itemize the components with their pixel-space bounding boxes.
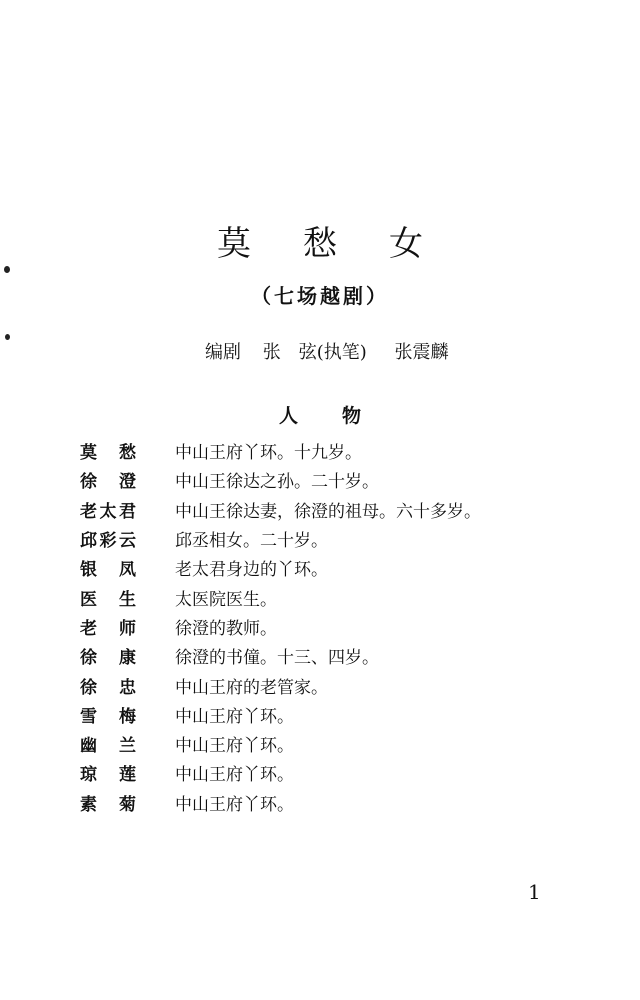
character-name: 雪 梅 bbox=[80, 706, 136, 727]
cast-row bbox=[80, 495, 580, 524]
page-number: 1 bbox=[528, 880, 541, 904]
play-subtitle: （七场越剧） bbox=[251, 284, 389, 308]
cast-row bbox=[80, 582, 580, 611]
character-description: 中山王徐达妻，徐澄的祖母。六十多岁。 bbox=[175, 501, 481, 522]
cast-row bbox=[80, 700, 580, 729]
character-name: 邱彩云 bbox=[80, 531, 136, 552]
character-description: 中山王府丫环。 bbox=[175, 794, 294, 815]
character-description: 邱丞相女。二十岁。 bbox=[175, 531, 328, 552]
cast-row bbox=[80, 729, 580, 758]
character-name: 莫 愁 bbox=[80, 443, 136, 464]
character-description: 中山王府丫环。 bbox=[175, 736, 294, 757]
character-name: 银 凤 bbox=[80, 560, 136, 581]
character-name: 医 生 bbox=[80, 589, 136, 610]
cast-row bbox=[80, 788, 580, 817]
character-name: 老 师 bbox=[80, 618, 136, 639]
cast-row bbox=[80, 465, 580, 494]
character-description: 中山王徐达之孙。二十岁。 bbox=[175, 472, 379, 493]
character-description: 徐澄的教师。 bbox=[175, 618, 277, 639]
character-description: 中山王府丫环。 bbox=[175, 765, 294, 786]
author-primary: 张 弦(执笔) bbox=[262, 342, 367, 363]
character-name: 素 菊 bbox=[80, 794, 136, 815]
cast-row bbox=[80, 670, 580, 699]
authors-line bbox=[205, 340, 449, 366]
character-description: 老太君身边的丫环。 bbox=[175, 560, 328, 581]
scan-speck bbox=[5, 334, 10, 340]
cast-list bbox=[80, 436, 580, 817]
character-name: 徐 康 bbox=[80, 648, 136, 669]
cast-row bbox=[80, 641, 580, 670]
character-description: 徐澄的书僮。十三、四岁。 bbox=[175, 648, 379, 669]
character-description: 中山王府丫环。十九岁。 bbox=[175, 443, 362, 464]
character-description: 太医院医生。 bbox=[175, 589, 277, 610]
cast-row bbox=[80, 524, 580, 553]
character-description: 中山王府的老管家。 bbox=[175, 677, 328, 698]
cast-row bbox=[80, 612, 580, 641]
cast-row bbox=[80, 436, 580, 465]
character-description: 中山王府丫环。 bbox=[175, 706, 294, 727]
authors-label: 编剧 bbox=[205, 342, 241, 363]
character-name: 徐 澄 bbox=[80, 472, 136, 493]
scan-speck bbox=[4, 266, 10, 273]
character-name: 徐 忠 bbox=[80, 677, 136, 698]
author-secondary: 张震麟 bbox=[394, 342, 449, 363]
cast-row bbox=[80, 553, 580, 582]
characters-heading: 人物 bbox=[278, 405, 405, 427]
character-name: 琼 莲 bbox=[80, 765, 136, 786]
character-name: 幽 兰 bbox=[80, 736, 136, 757]
character-name: 老太君 bbox=[80, 501, 136, 522]
play-title: 莫愁女 bbox=[217, 224, 475, 264]
cast-row bbox=[80, 758, 580, 787]
